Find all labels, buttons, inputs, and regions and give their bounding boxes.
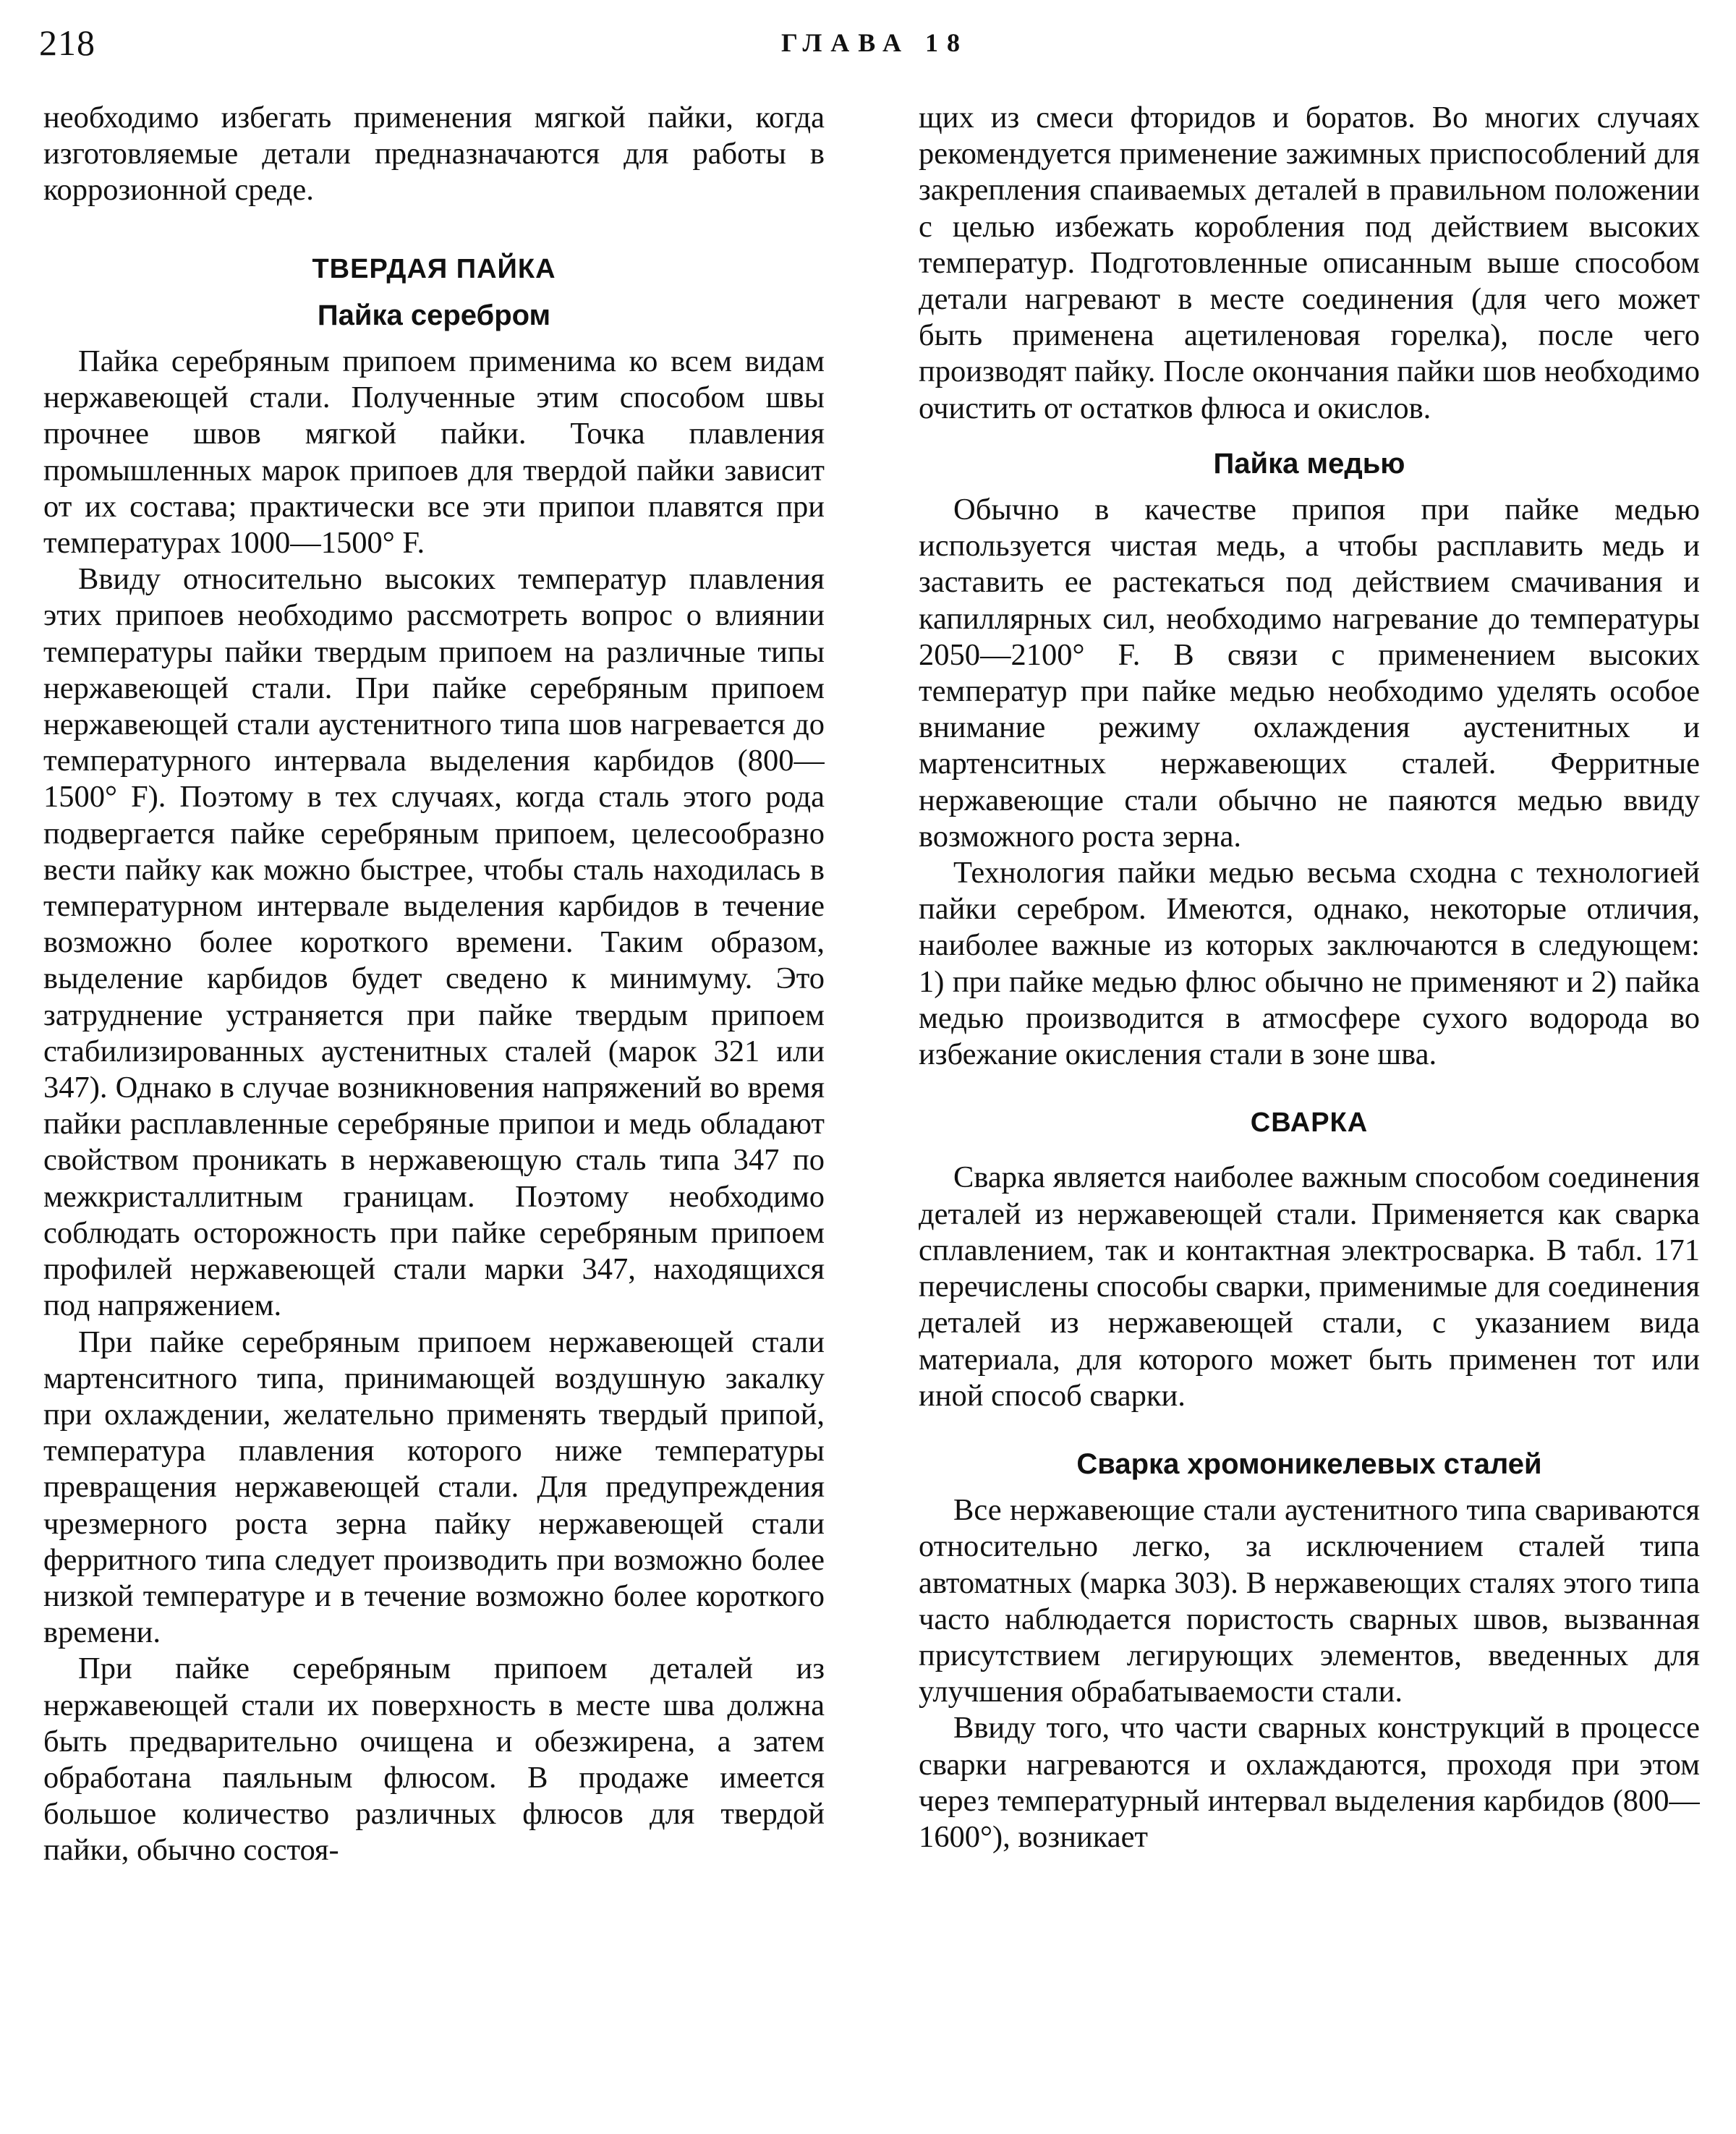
right-column <box>919 100 1700 2118</box>
paragraph: При пайке серебряным припоем нержавеющей стали мартенситного типа, принимающей воздушную закалку при охлаждении, желательно применять твердый припой, температура плавления которого ниже температуры превращения нержавеющей стали. Для предупреждения чрезмерного роста зерна пайку нержавеющей стали ферритного типа следует производить при возможно более низкой температуре и в течение возможно более короткого времени. <box>43 1325 825 1650</box>
paragraph: Пайка серебряным припоем применима ко всем видам нержавеющей стали. Полученные этим способом швы прочнее швов мягкой пайки. Точка плавления промышленных марок припоев для твердой пайки зависит от их состава; практически все эти припои плавятся при температурах 1000—1500° F. <box>43 344 825 561</box>
paragraph: Ввиду того, что части сварных конструкций в процессе сварки нагреваются и охлаждаются, проходя при этом через температурный интервал выделения карбидов (800—1600°), возникает <box>919 1711 1700 1854</box>
subsection-title-silver: Пайка серебром <box>317 299 551 331</box>
paragraph-intro: необходимо избегать применения мягкой пайки, когда изготовляемые детали предназначаются для работы в коррозионной среде. <box>43 101 825 208</box>
paragraph: Сварка является наиболее важным способом соединения деталей из нержавеющей стали. Применяется как сварка сплавлением, так и контактная электросварка. В табл. 171 перечислены способы сварки, применимые для соединения деталей из нержавеющей стали, с указанием вида материала, для которого может быть применен тот или иной способ сварки. <box>919 1160 1700 1413</box>
subsection-title-copper: Пайка медью <box>1213 447 1405 480</box>
left-column <box>43 100 825 2118</box>
subsection-title-chromenickel: Сварка хромоникелевых сталей <box>1076 1448 1542 1480</box>
page-header <box>0 0 1736 87</box>
paragraph: Обычно в качестве припоя при пайке медью используется чистая медь, а чтобы расплавить медь и заставить ее растекаться под действием смачивания и капиллярных сил, необходимо нагревание до температуры 2050—2100° F. В связи с применением высоких температур при пайке медью необходимо уделять особое внимание режиму охлаждения аустенитных и мартенситных нержавеющих сталей. Ферритные нержавеющие стали обычно не паяются медью ввиду возможного роста зерна. <box>919 493 1700 854</box>
section-title-brazing: ТВЕРДАЯ ПАЙКА <box>312 253 556 284</box>
paragraph: Технология пайки медью весьма сходна с технологией пайки серебром. Имеются, однако, некоторые отличия, наиболее важные из которых заключаются в следующем: 1) при пайке медью флюс обычно не применяют и 2) пайка медью производится в атмосфере сухого водорода во избежание окисления стали в зоне шва. <box>919 856 1700 1072</box>
paragraph: Ввиду относительно высоких температур плавления этих припоев необходимо рассмотреть вопрос о влиянии температуры пайки твердым припоем на различные типы нержавеющей стали. При пайке серебряным припоем нержавеющей стали аустенитного типа шов нагревается до температурного интервала выделения карбидов (800—1500° F). Поэтому в тех случаях, когда сталь этого рода подвергается пайке серебряным припоем, целесообразно вести пайку как можно быстрее, чтобы сталь находилась в температурном интервале выделения карбидов в течение возможно более короткого времени. Таким образом, выделение карбидов будет сведено к минимуму. Это затруднение устраняется при пайке твердым припоем стабилизированных аустенитных сталей (марок 321 или 347). Однако в случае возникновения напряжений во время пайки расплавленные серебряные припои и медь обладают свойством проникать в нержавеющую сталь типа 347 по межкристаллитным границам. Поэтому необходимо соблюдать осторожность при пайке серебряным припоем профилей нержавеющей стали марки 347, находящихся под напряжением. <box>43 562 825 1323</box>
paragraph: При пайке серебряным припоем деталей из нержавеющей стали их поверхность в месте шва должна быть предварительно очищена и обезжирена, а затем обработана паяльным флюсом. В продаже имеется большое количество различных флюсов для твердой пайки, обычно состоя- <box>43 1651 825 1868</box>
section-title-welding: СВАРКА <box>1250 1108 1369 1139</box>
page-number: 218 <box>39 22 95 63</box>
paragraph: Все нержавеющие стали аустенитного типа свариваются относительно легко, за исключением сталей типа автоматных (марка 303). В нержавеющих сталях этого типа часто наблюдается пористость сварных швов, вызванная присутствием легирующих элементов, введенных для улучшения обрабатываемости стали. <box>919 1493 1700 1709</box>
running-head: ГЛАВА 18 <box>781 28 969 57</box>
paragraph-continued: щих из смеси фторидов и боратов. Во многих случаях рекомендуется применение зажимных приспособлений для закрепления спаиваемых деталей в правильном положении с целью избежать коробления под действием высоких температур. Подготовленные описанным выше способом детали нагревают в месте соединения (для чего может быть применена ацетиленовая горелка), после чего производят пайку. После окончания пайки шов необходимо очистить от остатков флюса и окислов. <box>919 101 1700 425</box>
